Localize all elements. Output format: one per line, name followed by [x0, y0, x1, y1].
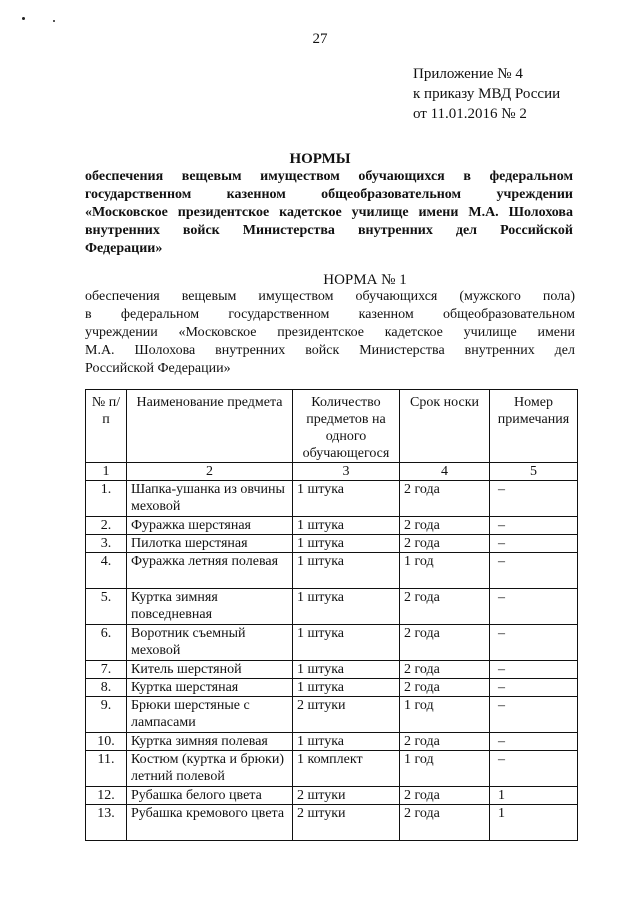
header-num: № п/п [86, 390, 127, 463]
item-term: 2 года [400, 625, 490, 661]
item-note: – [490, 481, 578, 517]
item-note: – [490, 733, 578, 751]
item-name: Фуражка летняя полевая [127, 553, 293, 589]
item-note: – [490, 535, 578, 553]
subtitle-line: «Московское президентское кадетское училище имени М.А. Шолохова [85, 205, 573, 220]
item-name: Пилотка шерстяная [127, 535, 293, 553]
subtitle-line: обеспечения вещевым имуществом обучающихся в федеральном [85, 169, 573, 184]
table-row [86, 805, 578, 841]
table-row [86, 535, 578, 553]
item-term: 1 год [400, 553, 490, 589]
item-term: 1 год [400, 697, 490, 733]
column-index: 1 [86, 463, 127, 481]
appendix-header [413, 64, 560, 124]
item-note: – [490, 517, 578, 535]
item-quantity: 2 штуки [293, 805, 400, 841]
norma-line: М.А. Шолохова внутренних войск Министерства внутренних дел [85, 343, 575, 358]
item-note: – [490, 625, 578, 661]
row-number: 1. [86, 481, 127, 517]
row-number: 4. [86, 553, 127, 589]
row-number: 13. [86, 805, 127, 841]
item-note: – [490, 661, 578, 679]
table-row [86, 697, 578, 733]
item-quantity: 1 штука [293, 589, 400, 625]
item-name: Воротник съемный меховой [127, 625, 293, 661]
item-quantity: 1 штука [293, 679, 400, 697]
item-quantity: 1 штука [293, 517, 400, 535]
item-quantity: 1 комплект [293, 751, 400, 787]
scan-speck [53, 20, 55, 22]
item-note: – [490, 553, 578, 589]
item-term: 2 года [400, 481, 490, 517]
item-term: 2 года [400, 535, 490, 553]
item-term: 2 года [400, 805, 490, 841]
appendix-line: Приложение № 4 [413, 66, 523, 82]
item-term: 1 год [400, 751, 490, 787]
item-note: – [490, 679, 578, 697]
column-index: 3 [293, 463, 400, 481]
norms-table [85, 389, 578, 841]
appendix-line: к приказу МВД России [413, 86, 561, 102]
page-number: 27 [312, 31, 328, 47]
row-number: 6. [86, 625, 127, 661]
item-term: 2 года [400, 679, 490, 697]
table-row [86, 517, 578, 535]
subtitle-line: государственном казенном общеобразовательном учреждении [85, 187, 573, 202]
norma-description [85, 288, 575, 378]
row-number: 11. [86, 751, 127, 787]
item-name: Рубашка кремового цвета [127, 805, 293, 841]
row-number: 7. [86, 661, 127, 679]
item-name: Рубашка белого цвета [127, 787, 293, 805]
table-row [86, 751, 578, 787]
document-title: НОРМЫ [289, 151, 351, 167]
row-number: 2. [86, 517, 127, 535]
row-number: 10. [86, 733, 127, 751]
item-quantity: 1 штука [293, 481, 400, 517]
item-note: – [490, 751, 578, 787]
row-number: 9. [86, 697, 127, 733]
header-note: Номер примечания [490, 390, 578, 463]
subtitle-line: Федерации» [85, 241, 163, 256]
norma-line: учреждении «Московское президентское кадетское училище имени [85, 325, 575, 340]
item-note: – [490, 697, 578, 733]
item-name: Костюм (куртка и брюки) летний полевой [127, 751, 293, 787]
table-row [86, 625, 578, 661]
norma-line: Российской Федерации» [85, 361, 231, 376]
norma-line: в федеральном государственном казенном общеобразовательном [85, 307, 575, 322]
item-quantity: 1 штука [293, 661, 400, 679]
row-number: 5. [86, 589, 127, 625]
item-term: 2 года [400, 589, 490, 625]
table-row [86, 787, 578, 805]
row-number: 8. [86, 679, 127, 697]
table-row [86, 661, 578, 679]
item-name: Фуражка шерстяная [127, 517, 293, 535]
item-term: 2 года [400, 733, 490, 751]
header-name: Наименование предмета [127, 390, 293, 463]
item-note: 1 [490, 805, 578, 841]
item-quantity: 1 штука [293, 553, 400, 589]
table-row [86, 733, 578, 751]
header-term: Срок носки [400, 390, 490, 463]
item-quantity: 1 штука [293, 733, 400, 751]
item-term: 2 года [400, 661, 490, 679]
row-number: 12. [86, 787, 127, 805]
item-name: Куртка зимняя полевая [127, 733, 293, 751]
table-row [86, 679, 578, 697]
document-subtitle [85, 168, 573, 258]
item-quantity: 2 штуки [293, 787, 400, 805]
column-index: 4 [400, 463, 490, 481]
item-name: Куртка зимняя повседневная [127, 589, 293, 625]
item-note: – [490, 589, 578, 625]
norma-line: обеспечения вещевым имуществом обучающихся (мужского пола) [85, 289, 575, 304]
item-note: 1 [490, 787, 578, 805]
appendix-line: от 11.01.2016 № 2 [413, 106, 527, 122]
column-index: 2 [127, 463, 293, 481]
table-row [86, 481, 578, 517]
item-quantity: 1 штука [293, 535, 400, 553]
row-number: 3. [86, 535, 127, 553]
item-name: Китель шерстяной [127, 661, 293, 679]
norma-title: НОРМА № 1 [323, 272, 407, 288]
item-quantity: 2 штуки [293, 697, 400, 733]
column-index: 5 [490, 463, 578, 481]
item-name: Куртка шерстяная [127, 679, 293, 697]
table-row [86, 553, 578, 589]
header-qty: Количество предметов на одного обучающегося [293, 390, 400, 463]
subtitle-line: внутренних войск Министерства внутренних дел Российской [85, 223, 573, 238]
item-name: Шапка-ушанка из овчины меховой [127, 481, 293, 517]
scan-speck [22, 17, 25, 20]
item-term: 2 года [400, 787, 490, 805]
item-term: 2 года [400, 517, 490, 535]
item-quantity: 1 штука [293, 625, 400, 661]
table-row [86, 589, 578, 625]
item-name: Брюки шерстяные с лампасами [127, 697, 293, 733]
